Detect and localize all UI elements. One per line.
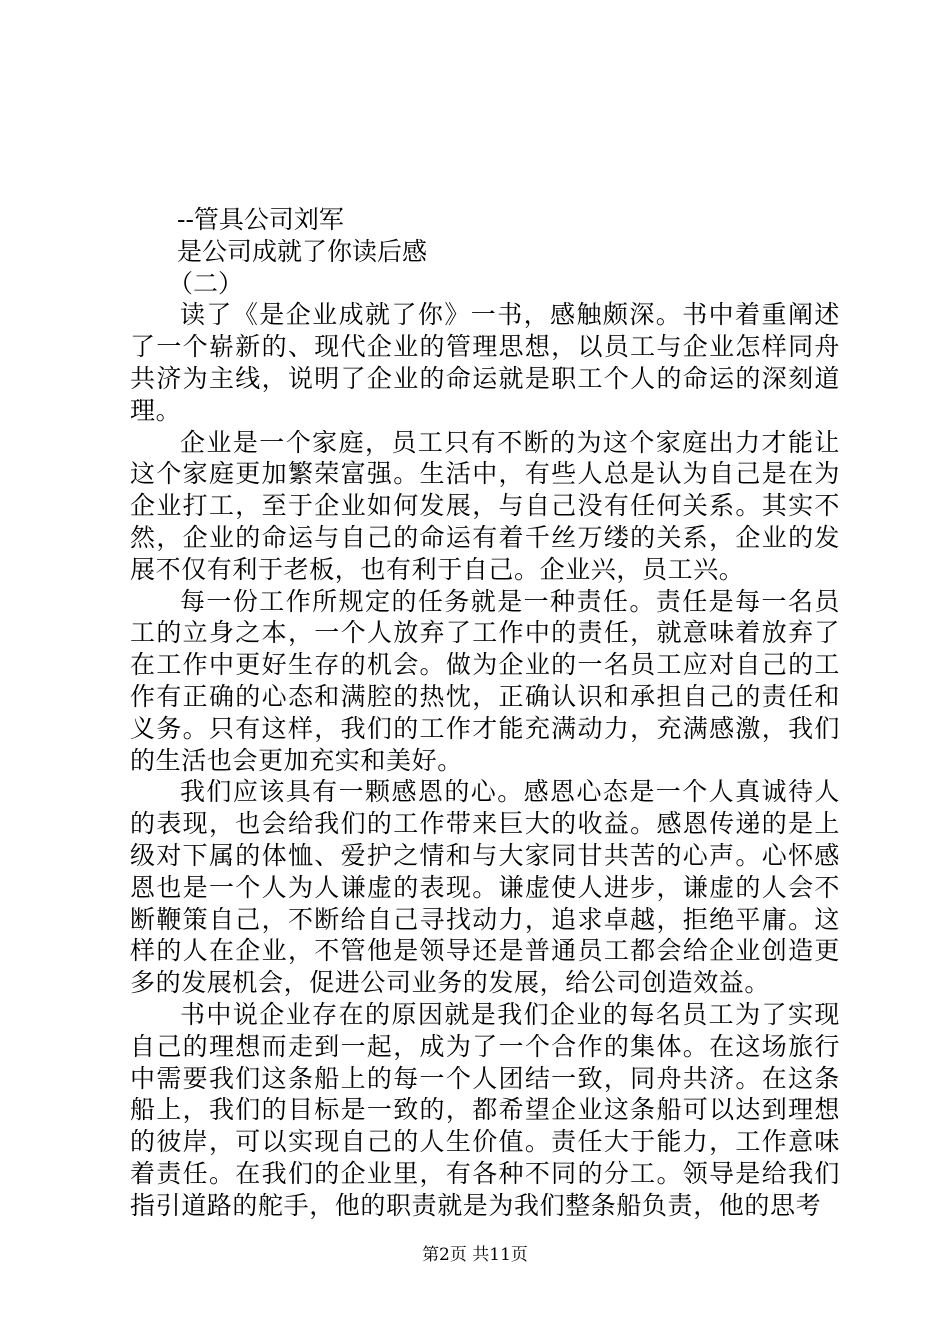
document-body	[130, 204, 840, 1222]
byline: --管具公司刘军	[177, 205, 344, 234]
page-footer: 第2页 共11页	[422, 1245, 528, 1265]
essay-title: 是公司成就了你读后感	[177, 236, 428, 266]
section-number: （二）	[168, 268, 244, 298]
paragraph-2: 企业是一个家庭，员工只有不断的为这个家庭出力才能让这个家庭更加繁荣富强。生活中，有些人总是认为自己是在为企业打工，至于企业如何发展，与自己没有任何关系。其实不然，企业的命运与自己的命运有着千丝万缕的关系，企业的发展不仅有利于老板，也有利于自己。企业兴，员工兴。	[130, 427, 840, 584]
paragraph-4: 我们应该具有一颗感恩的心。感恩心态是一个人真诚待人的表现，也会给我们的工作带来巨大的收益。感恩传递的是上级对下属的体恤、爱护之情和与大家同甘共苦的心声。心怀感恩也是一个人为人谦虚的表现。谦虚使人进步，谦虚的人会不断鞭策自己，不断给自己寻找动力，追求卓越，拒绝平庸。这样的人在企业，不管他是领导还是普通员工都会给企业创造更多的发展机会，促进公司业务的发展，给公司创造效益。	[130, 777, 840, 998]
paragraph-3: 每一份工作所规定的任务就是一种责任。责任是每一名员工的立身之本，一个人放弃了工作中的责任，就意味着放弃了在工作中更好生存的机会。做为企业的一名员工应对自己的工作有正确的心态和满腔的热忱，正确认识和承担自己的责任和义务。只有这样，我们的工作才能充满动力，充满感激，我们的生活也会更加充实和美好。	[130, 586, 840, 775]
paragraph-5: 书中说企业存在的原因就是我们企业的每名员工为了实现自己的理想而走到一起，成为了一个合作的集体。在这场旅行中需要我们这条船上的每一个人团结一致，同舟共济。在这条船上，我们的目标是一致的，都希望企业这条船可以达到理想的彼岸，可以实现自己的人生价值。责任大于能力，工作意味着责任。在我们的企业里，有各种不同的分工。领导是给我们指引道路的舵手，他的职责就是为我们整条船负责，他的思考	[130, 999, 840, 1220]
paragraph-1: 读了《是企业成就了你》一书，感触颇深。书中着重阐述了一个崭新的、现代企业的管理思想，以员工与企业怎样同舟共济为主线，说明了企业的命运就是职工个人的命运的深刻道理。	[130, 300, 840, 425]
